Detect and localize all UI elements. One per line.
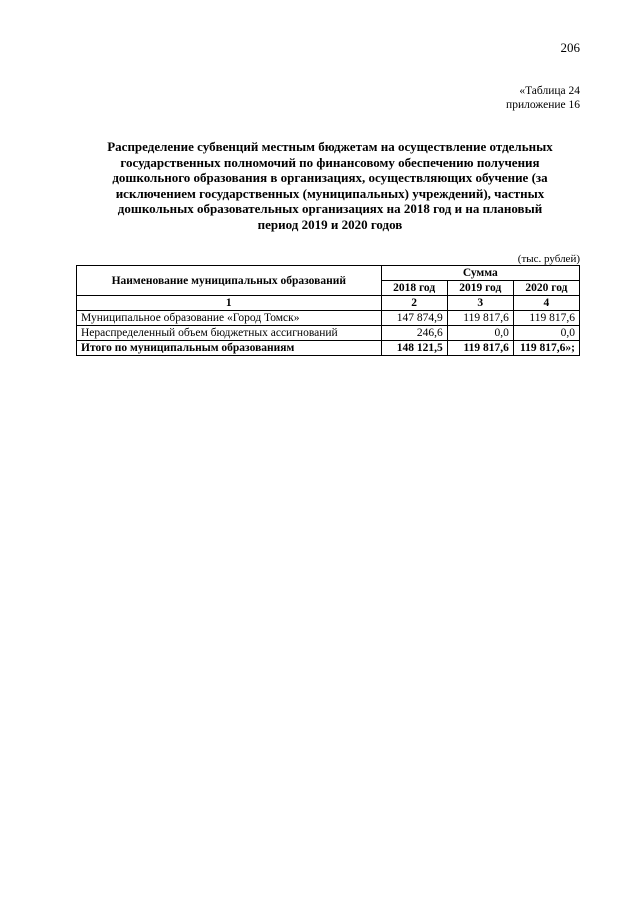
document-title [80, 139, 580, 232]
row-value-2019: 119 817,6 [447, 311, 513, 326]
table-total-row [77, 341, 580, 356]
row-value-2019: 0,0 [447, 326, 513, 341]
row-name: Нераспределенный объем бюджетных ассигнований [77, 326, 382, 341]
table-row [77, 326, 580, 341]
total-name: Итого по муниципальным образованиям [77, 341, 382, 356]
title-line: государственных полномочий по финансовому обеспечению получения [120, 154, 540, 170]
table-header-row [77, 266, 580, 281]
total-value-2019: 119 817,6 [447, 341, 513, 356]
table-reference-line2: приложение 16 [506, 99, 580, 111]
subventions-table [76, 265, 580, 356]
row-value-2018: 147 874,9 [381, 311, 447, 326]
column-number: 2 [381, 296, 447, 311]
header-name: Наименование муниципальных образований [77, 266, 382, 296]
row-value-2020: 0,0 [513, 326, 579, 341]
title-line: Распределение субвенций местным бюджетам на осуществление отдельных [107, 139, 553, 154]
title-line: период 2019 и 2020 годов [257, 216, 403, 232]
header-year-2019: 2019 год [447, 281, 513, 296]
header-year-2018: 2018 год [381, 281, 447, 296]
column-number: 1 [77, 296, 382, 311]
header-year-2020: 2020 год [513, 281, 579, 296]
table-reference-line1: «Таблица 24 [519, 85, 580, 97]
table-reference [506, 84, 580, 112]
row-name: Муниципальное образование «Город Томск» [77, 311, 382, 326]
column-number: 3 [447, 296, 513, 311]
header-sum: Сумма [381, 266, 579, 281]
title-line: исключением государственных (муниципальных) учреждений), частных [115, 185, 545, 201]
total-value-2018: 148 121,5 [381, 341, 447, 356]
row-value-2018: 246,6 [381, 326, 447, 341]
units-label: (тыс. рублей) [517, 253, 580, 265]
table-column-numbers-row [77, 296, 580, 311]
title-line: дошкольных образовательных организациях на 2018 год и на плановый [117, 201, 543, 216]
total-value-2020: 119 817,6»; [513, 341, 579, 356]
page-number: 206 [560, 40, 580, 55]
title-line: дошкольного образования в организациях, осуществляющих обучение (за [112, 170, 548, 185]
table-row [77, 311, 580, 326]
column-number: 4 [513, 296, 579, 311]
row-value-2020: 119 817,6 [513, 311, 579, 326]
